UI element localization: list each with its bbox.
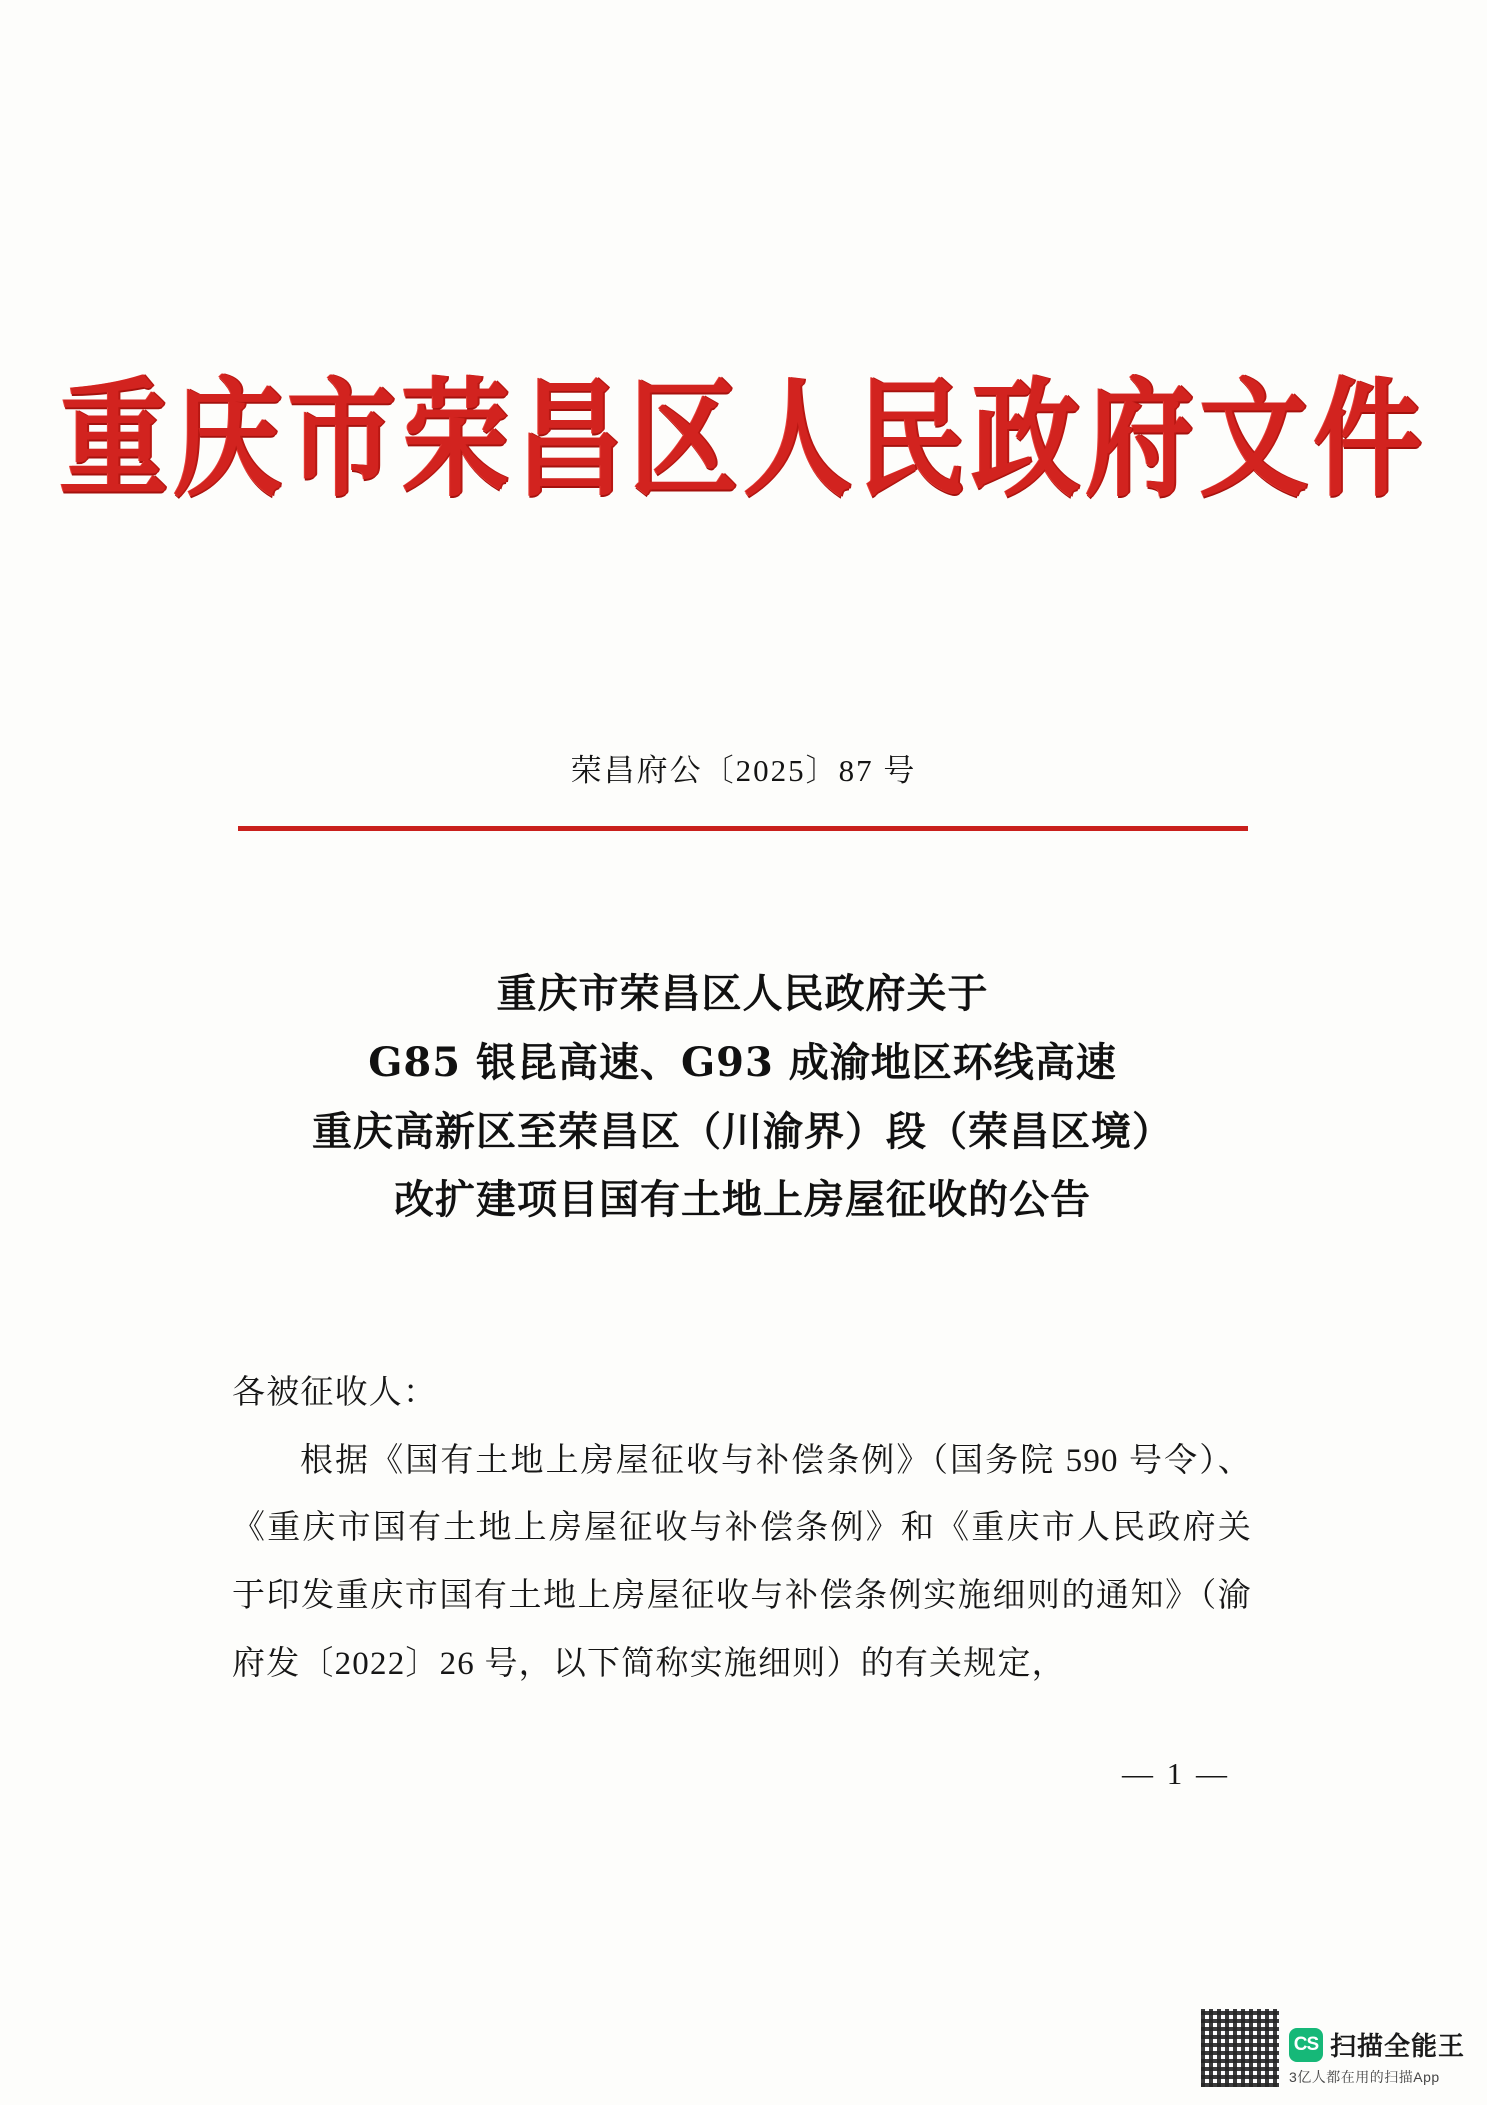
watermark-tagline: 3亿人都在用的扫描App — [1288, 2069, 1440, 2085]
qr-code-icon — [1201, 2009, 1279, 2087]
page-number: — 1 — — [1122, 1756, 1230, 1791]
title-line-3: 重庆高新区至荣昌区（川渝界）段（荣昌区境） — [312, 1107, 1173, 1155]
document-body — [232, 1360, 1252, 1698]
document-number: 荣昌府公〔2025〕87 号 — [570, 753, 917, 788]
watermark-text-group — [1289, 2026, 1465, 2087]
watermark-brand — [1289, 2026, 1465, 2063]
document-title — [215, 960, 1270, 1235]
title-line-2: G85 银昆高速、G93 成渝地区环线高速 — [368, 1038, 1117, 1086]
body-paragraph-1: 根据《国有土地上房屋征收与补偿条例》（国务院 590 号令）、《重庆市国有土地上房屋征收与补偿条例》和《重庆市人民政府关于印发重庆市国有土地上房屋征收与补偿条例实施细则的通知》（渝府发〔2022〕26 号，以下简称实施细则）的有关规定， — [232, 1442, 1252, 1682]
red-separator-rule — [238, 826, 1248, 831]
salutation: 各被征收人： — [232, 1375, 438, 1411]
masthead — [0, 365, 1487, 514]
title-line-4: 改扩建项目国有土地上房屋征收的公告 — [394, 1176, 1091, 1224]
scanner-watermark — [1201, 2009, 1465, 2087]
watermark-app-name: 扫描全能王 — [1329, 2031, 1465, 2061]
camscanner-logo-icon: CS — [1289, 2028, 1323, 2062]
title-line-1: 重庆市荣昌区人民政府关于 — [496, 970, 989, 1017]
masthead-title: 重庆市荣昌区人民政府文件 — [59, 365, 1428, 514]
